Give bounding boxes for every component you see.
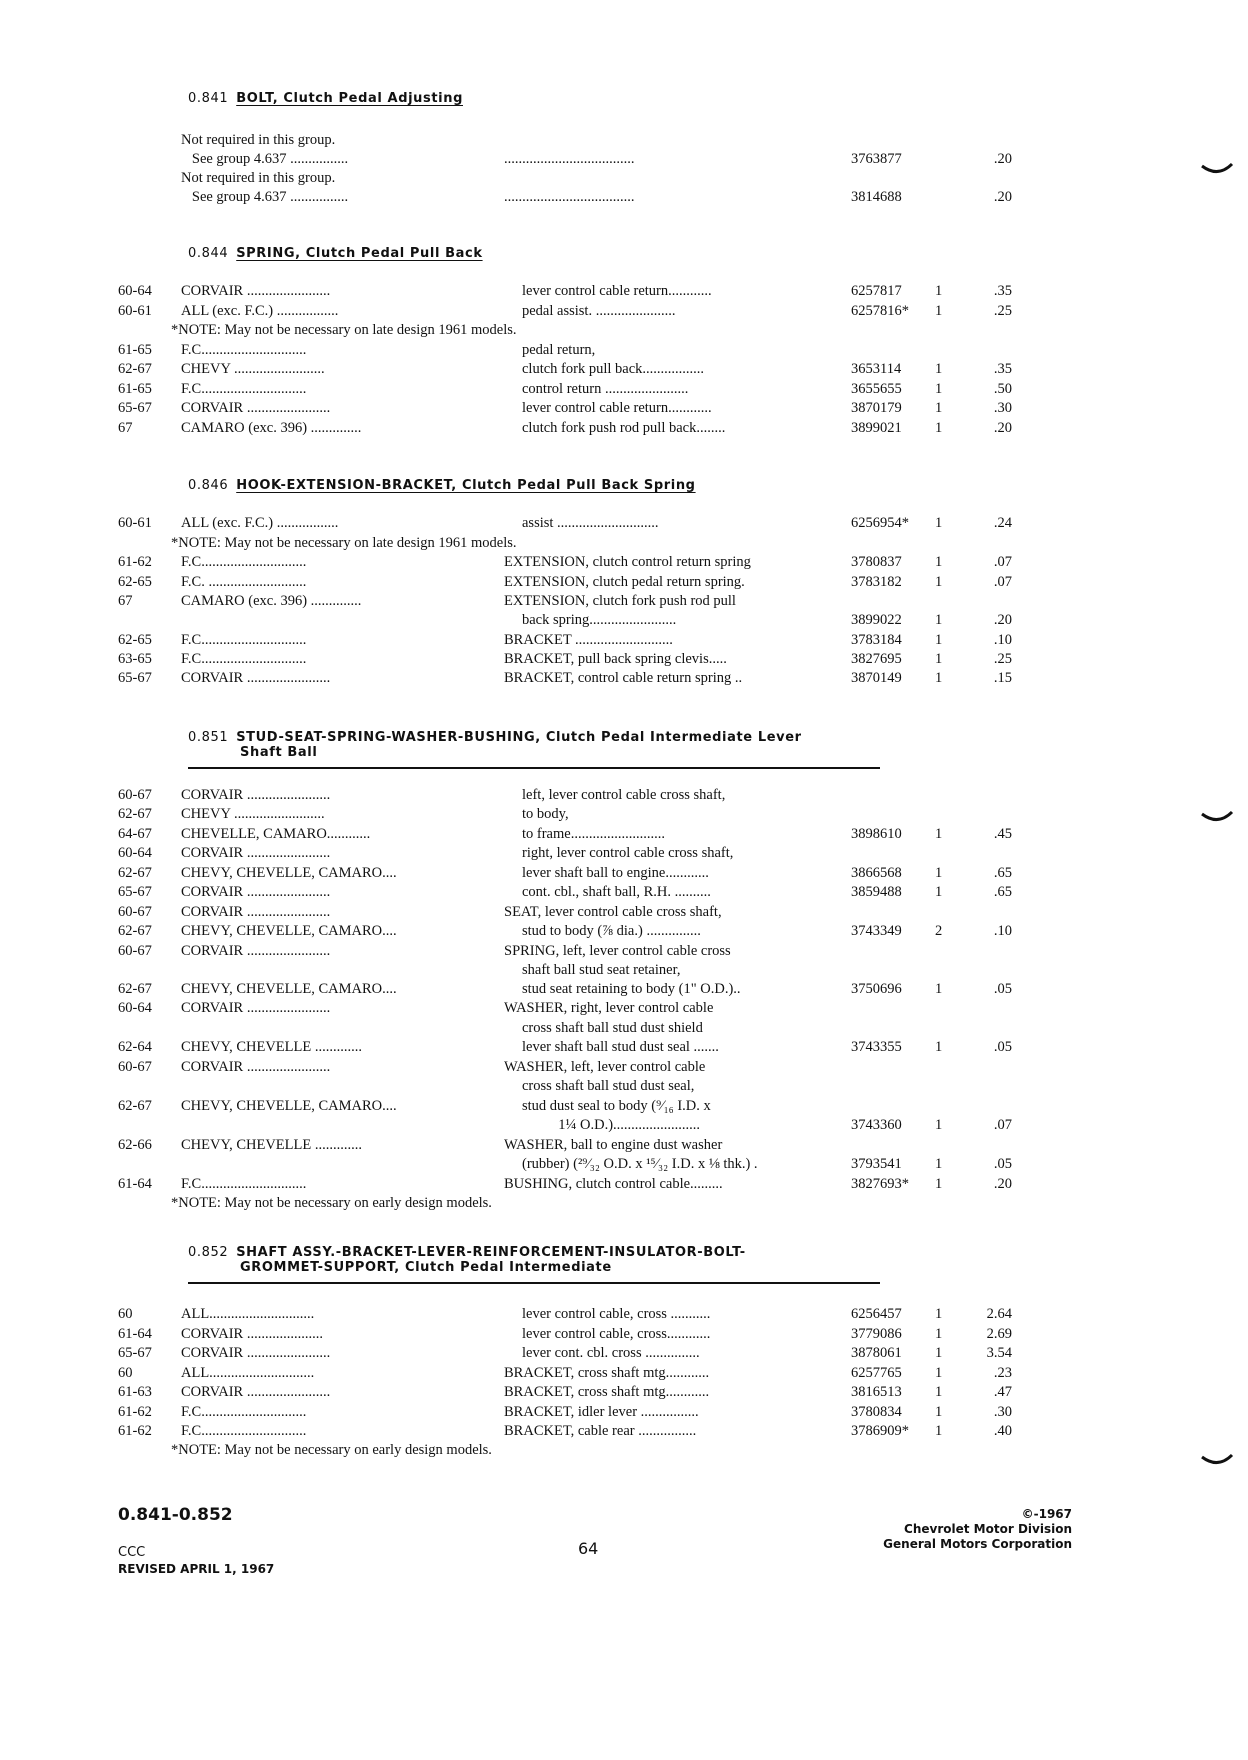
description-cell: to frame.......................... <box>522 826 665 842</box>
price-cell: .23 <box>993 1365 1012 1381</box>
description-cell: right, lever control cable cross shaft, <box>522 845 734 861</box>
description-cell: EXTENSION, clutch control return spring <box>504 554 751 570</box>
year-cell: 62-67 <box>118 923 152 939</box>
price-cell: .20 <box>993 151 1012 167</box>
part-number-cell: 3870179 <box>851 400 902 416</box>
part-row <box>0 1000 1248 1019</box>
quantity-cell: 1 <box>935 884 943 900</box>
model-cell: CORVAIR ....................... <box>181 1345 331 1361</box>
quantity-cell: 1 <box>935 1306 943 1322</box>
year-cell: 67 <box>118 420 133 436</box>
quantity-cell: 1 <box>935 554 943 570</box>
quantity-cell: 1 <box>935 1423 943 1439</box>
price-cell: 2.64 <box>986 1306 1012 1322</box>
part-row <box>0 132 1248 151</box>
model-cell: CHEVY, CHEVELLE ............. <box>181 1039 362 1055</box>
model-cell: CAMARO (exc. 396) .............. <box>181 593 362 609</box>
price-cell: .20 <box>993 420 1012 436</box>
part-number-cell: 3655655 <box>851 381 902 397</box>
year-cell: 65-67 <box>118 670 152 686</box>
section-heading: SHAFT ASSY.-BRACKET-LEVER-REINFORCEMENT-INSULATOR-BOLT- <box>236 1245 746 1260</box>
model-cell: *NOTE: May not be necessary on early design models. <box>171 1195 492 1211</box>
price-cell: .25 <box>993 651 1012 667</box>
section-heading: HOOK-EXTENSION-BRACKET, Clutch Pedal Pull Back Spring <box>236 478 696 493</box>
part-number-cell: 6256954* <box>851 515 909 531</box>
footer-division: Chevrolet Motor Division <box>904 1522 1072 1536</box>
footer-revised: REVISED APRIL 1, 1967 <box>118 1562 275 1576</box>
year-cell: 62-66 <box>118 1137 152 1153</box>
quantity-cell: 1 <box>935 1345 943 1361</box>
price-cell: .35 <box>993 361 1012 377</box>
model-cell: ALL (exc. F.C.) ................. <box>181 515 339 531</box>
quantity-cell: 1 <box>935 981 943 997</box>
quantity-cell: 1 <box>935 381 943 397</box>
description-cell: cross shaft ball stud dust seal, <box>522 1078 695 1094</box>
part-row <box>0 884 1248 903</box>
quantity-cell: 1 <box>935 1176 943 1192</box>
part-number-cell: 3827695 <box>851 651 902 667</box>
part-row <box>0 515 1248 534</box>
part-row <box>0 1176 1248 1195</box>
part-row <box>0 283 1248 302</box>
part-row <box>0 1098 1248 1117</box>
margin-tick-mark <box>1200 162 1234 180</box>
model-cell: CHEVELLE, CAMARO............ <box>181 826 371 842</box>
description-cell: (rubber) (²⁹⁄₃₂ O.D. x ¹⁵⁄₃₂ I.D. x ⅛ thk.) . <box>522 1156 758 1172</box>
price-cell: .25 <box>993 303 1012 319</box>
part-row <box>0 943 1248 962</box>
model-cell: CHEVY ......................... <box>181 361 325 377</box>
description-cell: BRACKET, cross shaft mtg............ <box>504 1365 710 1381</box>
part-row <box>0 151 1248 170</box>
quantity-cell: 1 <box>935 400 943 416</box>
part-row <box>0 1059 1248 1078</box>
note-row <box>0 1442 1248 1461</box>
price-cell: .65 <box>993 865 1012 881</box>
year-cell: 61-62 <box>118 1404 152 1420</box>
year-cell: 62-64 <box>118 1039 152 1055</box>
part-number-cell: 6257765 <box>851 1365 902 1381</box>
description-cell: BRACKET, cable rear ................ <box>504 1423 697 1439</box>
part-number-cell: 3899022 <box>851 612 902 628</box>
quantity-cell: 1 <box>935 670 943 686</box>
part-number-cell: 3870149 <box>851 670 902 686</box>
section-title <box>188 730 802 760</box>
section-heading: BOLT, Clutch Pedal Adjusting <box>236 91 463 106</box>
part-row <box>0 1404 1248 1423</box>
section-number: 0.844 <box>188 246 229 261</box>
description-cell: stud to body (⅞ dia.) ............... <box>522 923 701 939</box>
price-cell: .07 <box>993 574 1012 590</box>
model-cell: CORVAIR ....................... <box>181 1384 331 1400</box>
price-cell: .65 <box>993 884 1012 900</box>
quantity-cell: 1 <box>935 612 943 628</box>
part-row <box>0 962 1248 981</box>
description-cell: SPRING, left, lever control cable cross <box>504 943 731 959</box>
part-number-cell: 3866568 <box>851 865 902 881</box>
description-cell: clutch fork pull back................. <box>522 361 705 377</box>
model-cell: F.C............................. <box>181 632 307 648</box>
price-cell: .07 <box>993 554 1012 570</box>
part-number-cell: 3780834 <box>851 1404 902 1420</box>
description-cell: assist ............................ <box>522 515 659 531</box>
part-row <box>0 1117 1248 1136</box>
part-row <box>0 1306 1248 1325</box>
description-cell: .................................... <box>504 151 635 167</box>
model-cell: Not required in this group. <box>181 132 336 148</box>
part-row <box>0 845 1248 864</box>
part-number-cell: 3743355 <box>851 1039 902 1055</box>
year-cell: 61-63 <box>118 1384 152 1400</box>
year-cell: 65-67 <box>118 400 152 416</box>
description-cell: control return ....................... <box>522 381 689 397</box>
description-cell: shaft ball stud seat retainer, <box>522 962 681 978</box>
part-row <box>0 554 1248 573</box>
price-cell: .40 <box>993 1423 1012 1439</box>
year-cell: 62-67 <box>118 361 152 377</box>
section-heading-line2: GROMMET-SUPPORT, Clutch Pedal Intermediate <box>240 1260 612 1275</box>
margin-tick-mark <box>1200 810 1234 828</box>
part-number-cell: 3779086 <box>851 1326 902 1342</box>
quantity-cell: 1 <box>935 1365 943 1381</box>
description-cell: EXTENSION, clutch fork push rod pull <box>504 593 736 609</box>
part-row <box>0 574 1248 593</box>
year-cell: 62-67 <box>118 806 152 822</box>
year-cell: 61-65 <box>118 381 152 397</box>
description-cell: lever shaft ball stud dust seal ....... <box>522 1039 719 1055</box>
section-number: 0.852 <box>188 1245 229 1260</box>
part-number-cell: 3816513 <box>851 1384 902 1400</box>
description-cell: BRACKET, cross shaft mtg............ <box>504 1384 710 1400</box>
description-cell: lever shaft ball to engine............ <box>522 865 709 881</box>
part-row <box>0 981 1248 1000</box>
price-cell: .05 <box>993 981 1012 997</box>
price-cell: 2.69 <box>986 1326 1012 1342</box>
model-cell: ALL............................. <box>181 1365 315 1381</box>
quantity-cell: 1 <box>935 420 943 436</box>
part-row <box>0 1137 1248 1156</box>
part-number-cell: 3827693* <box>851 1176 909 1192</box>
description-cell: stud dust seal to body (⁹⁄₁₆ I.D. x <box>522 1098 711 1114</box>
part-row <box>0 632 1248 651</box>
year-cell: 61-62 <box>118 554 152 570</box>
price-cell: .05 <box>993 1039 1012 1055</box>
price-cell: .20 <box>993 1176 1012 1192</box>
price-cell: .15 <box>993 670 1012 686</box>
part-row <box>0 170 1248 189</box>
model-cell: F.C............................. <box>181 381 307 397</box>
description-cell: pedal assist. ...................... <box>522 303 676 319</box>
footer-group-range: 0.841-0.852 <box>118 1505 233 1525</box>
footer-ccc: CCC <box>118 1545 146 1560</box>
model-cell: CORVAIR ....................... <box>181 1059 331 1075</box>
part-row <box>0 806 1248 825</box>
model-cell: CORVAIR ....................... <box>181 884 331 900</box>
year-cell: 61-64 <box>118 1326 152 1342</box>
section-number: 0.851 <box>188 730 229 745</box>
year-cell: 65-67 <box>118 1345 152 1361</box>
part-number-cell: 6256457 <box>851 1306 902 1322</box>
model-cell: F.C............................. <box>181 554 307 570</box>
part-row <box>0 826 1248 845</box>
note-row <box>0 322 1248 341</box>
part-number-cell: 3763877 <box>851 151 902 167</box>
model-cell: CORVAIR ....................... <box>181 1000 331 1016</box>
part-number-cell: 3743349 <box>851 923 902 939</box>
year-cell: 60-67 <box>118 904 152 920</box>
part-row <box>0 904 1248 923</box>
part-row <box>0 787 1248 806</box>
part-number-cell: 3743360 <box>851 1117 902 1133</box>
description-cell: lever control cable, cross ........... <box>522 1306 711 1322</box>
model-cell: F.C............................. <box>181 1404 307 1420</box>
description-cell: WASHER, left, lever control cable <box>504 1059 706 1075</box>
section-heading: STUD-SEAT-SPRING-WASHER-BUSHING, Clutch Pedal Intermediate Lever <box>236 730 802 745</box>
note-row <box>0 535 1248 554</box>
part-row <box>0 1039 1248 1058</box>
quantity-cell: 1 <box>935 1117 943 1133</box>
model-cell: CORVAIR ....................... <box>181 283 331 299</box>
part-number-cell: 3783182 <box>851 574 902 590</box>
model-cell: F.C............................. <box>181 1423 307 1439</box>
part-number-cell: 3899021 <box>851 420 902 436</box>
note-row <box>0 1195 1248 1214</box>
price-cell: .20 <box>993 612 1012 628</box>
part-row <box>0 1345 1248 1364</box>
footer-corporation: General Motors Corporation <box>883 1537 1072 1551</box>
year-cell: 62-67 <box>118 1098 152 1114</box>
part-row <box>0 1423 1248 1442</box>
year-cell: 63-65 <box>118 651 152 667</box>
part-row <box>0 420 1248 439</box>
model-cell: CORVAIR ....................... <box>181 904 331 920</box>
description-cell: EXTENSION, clutch pedal return spring. <box>504 574 745 590</box>
part-row <box>0 361 1248 380</box>
description-cell: lever cont. cbl. cross ............... <box>522 1345 700 1361</box>
model-cell: *NOTE: May not be necessary on late design 1961 models. <box>171 322 517 338</box>
model-cell: CORVAIR ....................... <box>181 943 331 959</box>
description-cell: BUSHING, clutch control cable......... <box>504 1176 723 1192</box>
description-cell: 1¼ O.D.)........................ <box>522 1117 701 1133</box>
price-cell: .20 <box>993 189 1012 205</box>
price-cell: .10 <box>993 923 1012 939</box>
description-cell: SEAT, lever control cable cross shaft, <box>504 904 722 920</box>
part-row <box>0 651 1248 670</box>
part-row <box>0 1365 1248 1384</box>
model-cell: F.C. ........................... <box>181 574 307 590</box>
model-cell: CORVAIR ....................... <box>181 670 331 686</box>
model-cell: *NOTE: May not be necessary on early design models. <box>171 1442 492 1458</box>
quantity-cell: 1 <box>935 651 943 667</box>
model-cell: See group 4.637 ................ <box>181 151 349 167</box>
year-cell: 61-62 <box>118 1423 152 1439</box>
description-cell: BRACKET, control cable return spring .. <box>504 670 743 686</box>
part-number-cell: 3793541 <box>851 1156 902 1172</box>
part-row <box>0 1020 1248 1039</box>
quantity-cell: 2 <box>935 923 943 939</box>
section-title <box>188 478 696 493</box>
year-cell: 60-64 <box>118 283 152 299</box>
quantity-cell: 1 <box>935 1326 943 1342</box>
description-cell: left, lever control cable cross shaft, <box>522 787 726 803</box>
part-row <box>0 189 1248 208</box>
description-cell: clutch fork push rod pull back........ <box>522 420 726 436</box>
price-cell: .30 <box>993 1404 1012 1420</box>
part-number-cell: 3786909* <box>851 1423 909 1439</box>
part-number-cell: 3859488 <box>851 884 902 900</box>
model-cell: CHEVY, CHEVELLE ............. <box>181 1137 362 1153</box>
section-rule <box>188 767 880 769</box>
description-cell: BRACKET, pull back spring clevis..... <box>504 651 727 667</box>
part-number-cell: 6257817 <box>851 283 902 299</box>
price-cell: .10 <box>993 632 1012 648</box>
quantity-cell: 1 <box>935 303 943 319</box>
description-cell: cont. cbl., shaft ball, R.H. .......... <box>522 884 711 900</box>
year-cell: 64-67 <box>118 826 152 842</box>
model-cell: F.C............................. <box>181 342 307 358</box>
part-row <box>0 1078 1248 1097</box>
part-number-cell: 3878061 <box>851 1345 902 1361</box>
model-cell: CHEVY, CHEVELLE, CAMARO.... <box>181 1098 397 1114</box>
price-cell: .24 <box>993 515 1012 531</box>
year-cell: 60-64 <box>118 845 152 861</box>
description-cell: lever control cable, cross............ <box>522 1326 711 1342</box>
description-cell: stud seat retaining to body (1" O.D.).. <box>522 981 741 997</box>
model-cell: CHEVY, CHEVELLE, CAMARO.... <box>181 981 397 997</box>
price-cell: 3.54 <box>986 1345 1012 1361</box>
section-title <box>188 246 483 261</box>
year-cell: 61-65 <box>118 342 152 358</box>
model-cell: CORVAIR ..................... <box>181 1326 323 1342</box>
footer-copyright: ©-1967 <box>1021 1507 1072 1521</box>
model-cell: CORVAIR ....................... <box>181 787 331 803</box>
part-number-cell: 3780837 <box>851 554 902 570</box>
part-row <box>0 612 1248 631</box>
description-cell: to body, <box>522 806 569 822</box>
description-cell: BRACKET, idler lever ................ <box>504 1404 699 1420</box>
part-number-cell: 3750696 <box>851 981 902 997</box>
model-cell: See group 4.637 ................ <box>181 189 349 205</box>
year-cell: 60-64 <box>118 1000 152 1016</box>
year-cell: 65-67 <box>118 884 152 900</box>
model-cell: CHEVY, CHEVELLE, CAMARO.... <box>181 865 397 881</box>
description-cell: pedal return, <box>522 342 596 358</box>
quantity-cell: 1 <box>935 361 943 377</box>
model-cell: CAMARO (exc. 396) .............. <box>181 420 362 436</box>
price-cell: .47 <box>993 1384 1012 1400</box>
part-number-cell: 3814688 <box>851 189 902 205</box>
part-row <box>0 400 1248 419</box>
part-number-cell: 3898610 <box>851 826 902 842</box>
page-number: 64 <box>578 1539 599 1558</box>
quantity-cell: 1 <box>935 1404 943 1420</box>
section-heading: SPRING, Clutch Pedal Pull Back <box>236 246 483 261</box>
model-cell: *NOTE: May not be necessary on late design 1961 models. <box>171 535 517 551</box>
description-cell: back spring........................ <box>522 612 677 628</box>
price-cell: .07 <box>993 1117 1012 1133</box>
model-cell: CHEVY ......................... <box>181 806 325 822</box>
section-rule <box>188 1282 880 1284</box>
part-row <box>0 1384 1248 1403</box>
section-number: 0.841 <box>188 91 229 106</box>
part-row <box>0 923 1248 942</box>
part-row <box>0 381 1248 400</box>
year-cell: 61-64 <box>118 1176 152 1192</box>
price-cell: .30 <box>993 400 1012 416</box>
year-cell: 60-61 <box>118 515 152 531</box>
year-cell: 60-67 <box>118 943 152 959</box>
description-cell: WASHER, right, lever control cable <box>504 1000 714 1016</box>
section-number: 0.846 <box>188 478 229 493</box>
quantity-cell: 1 <box>935 1156 943 1172</box>
price-cell: .45 <box>993 826 1012 842</box>
model-cell: Not required in this group. <box>181 170 336 186</box>
part-row <box>0 593 1248 612</box>
quantity-cell: 1 <box>935 515 943 531</box>
model-cell: ALL (exc. F.C.) ................. <box>181 303 339 319</box>
part-row <box>0 342 1248 361</box>
part-row <box>0 1326 1248 1345</box>
section-title <box>188 91 463 106</box>
part-number-cell: 3653114 <box>851 361 902 377</box>
year-cell: 62-67 <box>118 865 152 881</box>
year-cell: 62-67 <box>118 981 152 997</box>
model-cell: CORVAIR ....................... <box>181 400 331 416</box>
quantity-cell: 1 <box>935 283 943 299</box>
section-title <box>188 1245 746 1275</box>
model-cell: CHEVY, CHEVELLE, CAMARO.... <box>181 923 397 939</box>
quantity-cell: 1 <box>935 865 943 881</box>
description-cell: lever control cable return............ <box>522 400 712 416</box>
description-cell: WASHER, ball to engine dust washer <box>504 1137 723 1153</box>
price-cell: .05 <box>993 1156 1012 1172</box>
quantity-cell: 1 <box>935 826 943 842</box>
price-cell: .35 <box>993 283 1012 299</box>
model-cell: CORVAIR ....................... <box>181 845 331 861</box>
margin-tick-mark <box>1200 1453 1234 1471</box>
part-row <box>0 865 1248 884</box>
model-cell: F.C............................. <box>181 1176 307 1192</box>
section-heading-line2: Shaft Ball <box>240 745 318 760</box>
price-cell: .50 <box>993 381 1012 397</box>
year-cell: 60-67 <box>118 1059 152 1075</box>
quantity-cell: 1 <box>935 1384 943 1400</box>
description-cell: BRACKET ........................... <box>504 632 673 648</box>
year-cell: 60 <box>118 1365 133 1381</box>
description-cell: lever control cable return............ <box>522 283 712 299</box>
model-cell: ALL............................. <box>181 1306 315 1322</box>
description-cell: cross shaft ball stud dust shield <box>522 1020 703 1036</box>
part-row <box>0 1156 1248 1175</box>
quantity-cell: 1 <box>935 632 943 648</box>
year-cell: 67 <box>118 593 133 609</box>
quantity-cell: 1 <box>935 574 943 590</box>
model-cell: F.C............................. <box>181 651 307 667</box>
year-cell: 62-65 <box>118 574 152 590</box>
quantity-cell: 1 <box>935 1039 943 1055</box>
year-cell: 60-61 <box>118 303 152 319</box>
part-number-cell: 3783184 <box>851 632 902 648</box>
year-cell: 60-67 <box>118 787 152 803</box>
description-cell: .................................... <box>504 189 635 205</box>
year-cell: 60 <box>118 1306 133 1322</box>
year-cell: 62-65 <box>118 632 152 648</box>
part-row <box>0 670 1248 689</box>
part-number-cell: 6257816* <box>851 303 909 319</box>
part-row <box>0 303 1248 322</box>
